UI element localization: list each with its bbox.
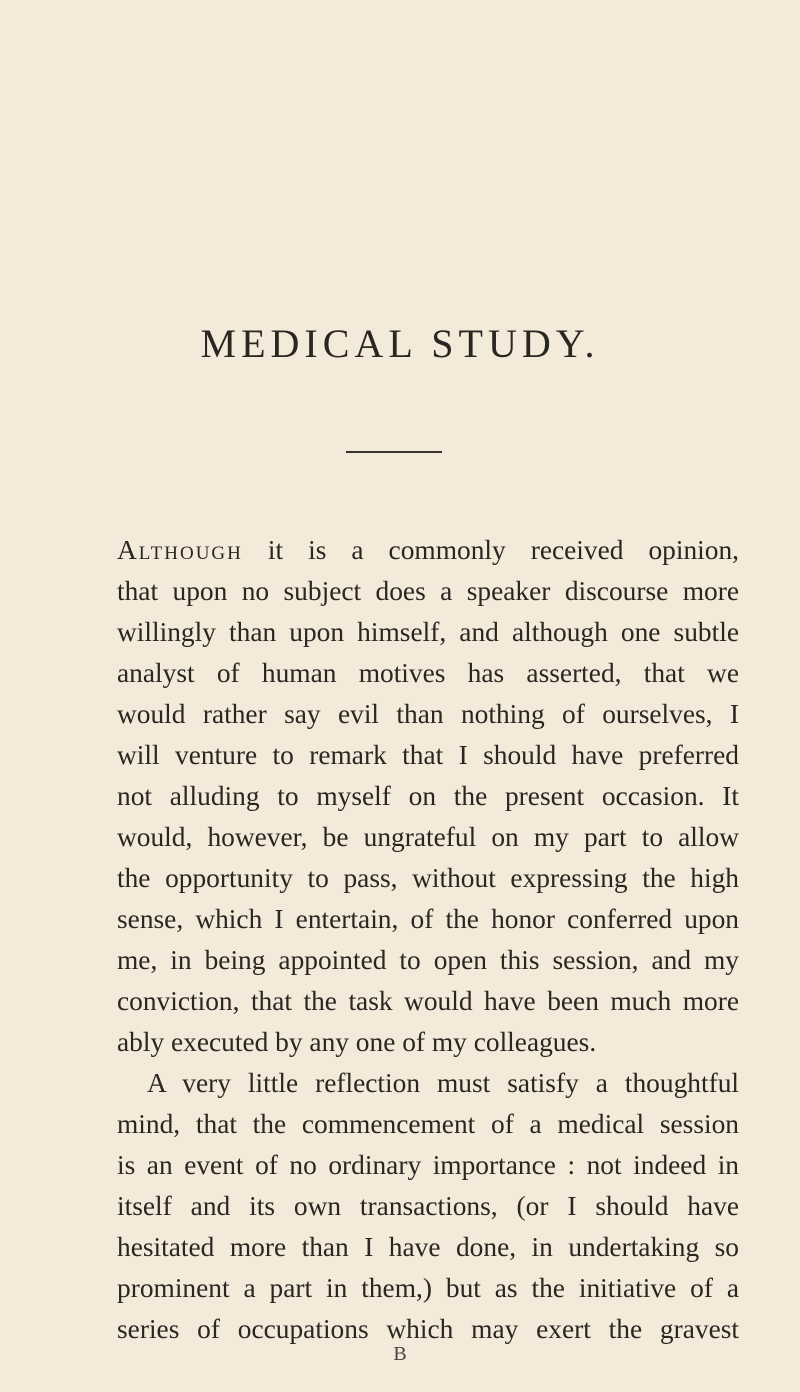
text-line: prominent a part in them,) but as the initiative of a bbox=[117, 1273, 739, 1303]
text-line: mind, that the commencement of a medical session bbox=[117, 1109, 739, 1139]
text-line: series of occupations which may exert the gravest bbox=[117, 1314, 739, 1344]
text-line: would, however, be ungrateful on my part to allow bbox=[117, 822, 739, 852]
text-line: ably executed by any one of my colleagues. bbox=[117, 1027, 597, 1057]
text-line: analyst of human motives has asserted, that we bbox=[117, 658, 739, 688]
page-title: MEDICAL STUDY. bbox=[200, 321, 600, 366]
text-line: willingly than upon himself, and although one subtle bbox=[117, 617, 739, 647]
text-line: that upon no subject does a speaker discourse more bbox=[117, 576, 739, 606]
text-line: hesitated more than I have done, in undertaking so bbox=[117, 1232, 739, 1262]
opening-word: Although bbox=[117, 535, 243, 565]
text-line: sense, which I entertain, of the honor conferred upon bbox=[117, 904, 739, 934]
text-line: Although it is a commonly received opinion, bbox=[117, 535, 739, 565]
signature-mark: B bbox=[393, 1343, 407, 1365]
text-line: itself and its own transactions, (or I should have bbox=[117, 1191, 739, 1221]
text-line: A very little reflection must satisfy a thoughtful bbox=[147, 1068, 739, 1098]
text-line: not alluding to myself on the present occasion. It bbox=[117, 781, 739, 811]
body-text bbox=[117, 530, 739, 1350]
text-line: would rather say evil than nothing of ourselves, I bbox=[117, 699, 739, 729]
title-rule bbox=[346, 451, 442, 453]
text-line: the opportunity to pass, without expressing the high bbox=[117, 863, 739, 893]
text-line: is an event of no ordinary importance : not indeed in bbox=[117, 1150, 739, 1180]
text-line: will venture to remark that I should have preferred bbox=[117, 740, 739, 770]
text-line: conviction, that the task would have been much more bbox=[117, 986, 739, 1016]
text-line: me, in being appointed to open this session, and my bbox=[117, 945, 739, 975]
